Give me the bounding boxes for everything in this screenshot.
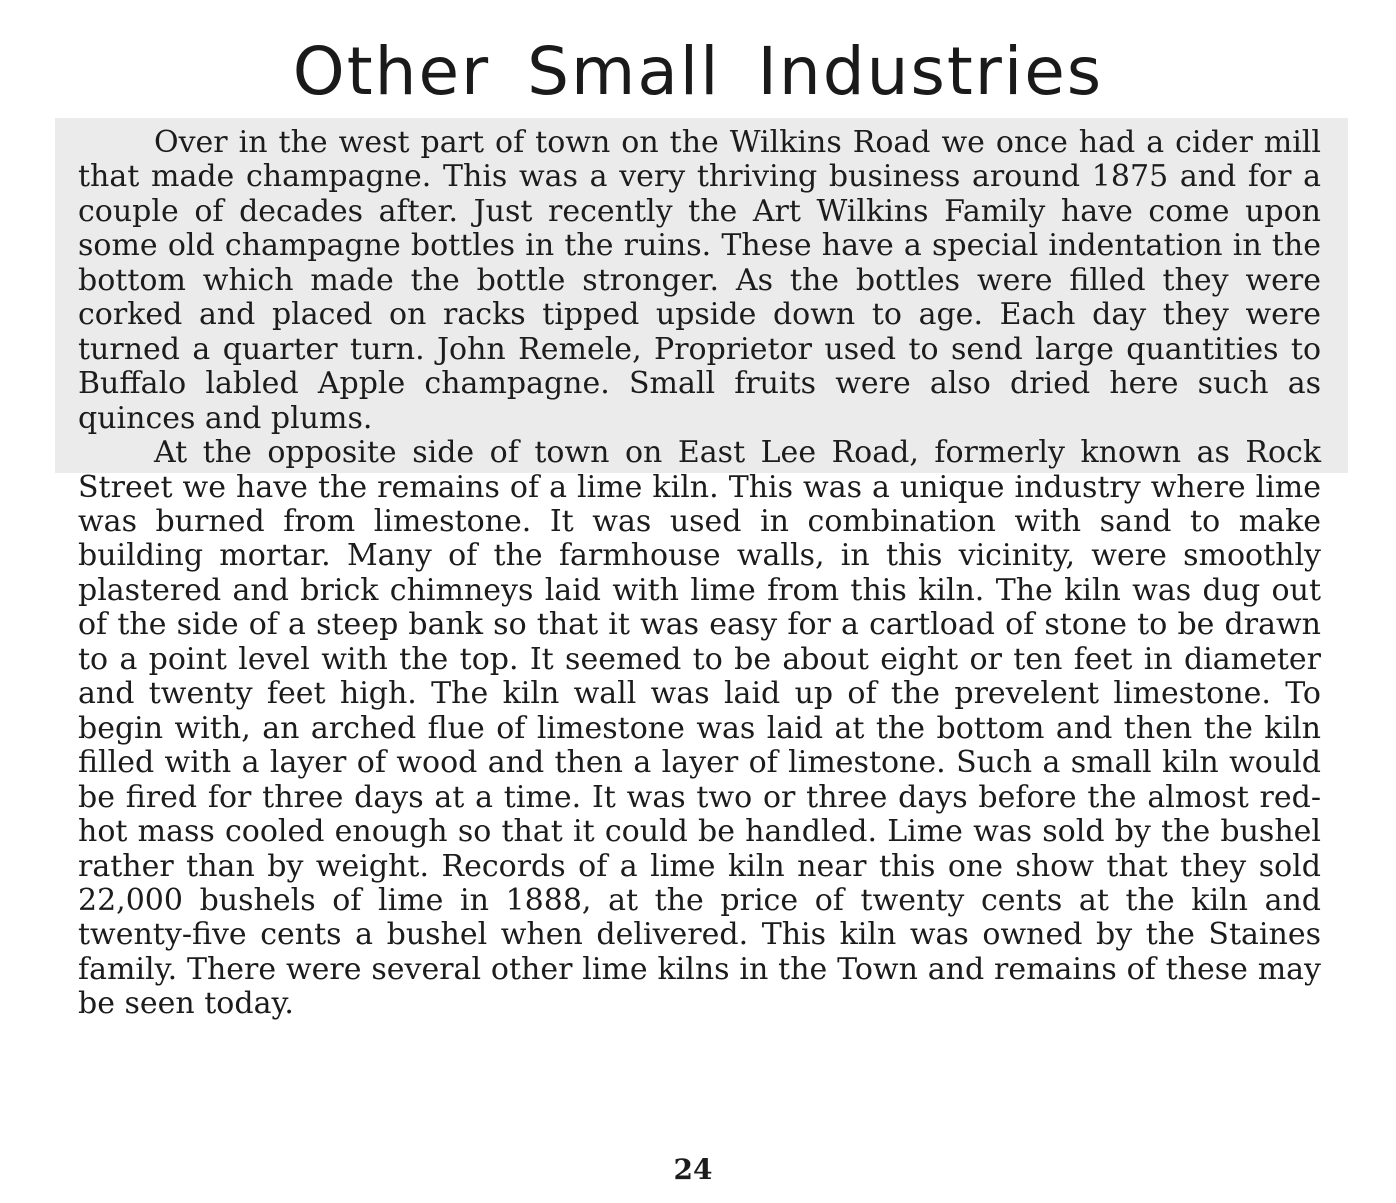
article-body: [78, 126, 1321, 1022]
paragraph-cider-mill: Over in the west part of town on the Wilkins Road we once had a cider mill that made champagne. This was a very thriving business around 1875 and for a couple of decades after. Just recently the Art Wilkins Family have come upon some old champagne bottles in the ruins. These have a special indentation in the bottom which made the bottle stronger. As the bottles were filled they were corked and placed on racks tipped upside down to age. Each day they were turned a quarter turn. John Remele, Proprietor used to send large quantities to Buffalo labled Apple champagne. Small fruits were also dried here such as quinces and plums.: [78, 125, 1321, 436]
paragraph-lime-kiln: At the opposite side of town on East Lee Road, formerly known as Rock Street we have the remains of a lime kiln. This was a unique industry where lime was burned from limestone. It was used in combination with sand to make building mortar. Many of the farmhouse walls, in this vicinity, were smoothly plastered and brick chimneys laid with lime from this kiln. The kiln was dug out of the side of a steep bank so that it was easy for a cartload of stone to be drawn to a point level with the top. It seemed to be about eight or ten feet in diameter and twenty feet high. The kiln wall was laid up of the prevelent limestone. To begin with, an arched flue of limestone was laid at the bottom and then the kiln filled with a layer of wood and then a layer of limestone. Such a small kiln would be fired for three days at a time. It was two or three days before the almost red-hot mass cooled enough so that it could be handled. Lime was sold by the bushel rather than by weight. Records of a lime kiln near this one show that they sold 22,000 bushels of lime in 1888, at the price of twenty cents at the kiln and twenty-five cents a bushel when delivered. This kiln was owned by the Staines family. There were several other lime kilns in the Town and remains of these may be seen today.: [78, 435, 1321, 1022]
page-number: 24: [673, 1153, 713, 1186]
page-title: Other Small Industries: [292, 33, 1104, 110]
